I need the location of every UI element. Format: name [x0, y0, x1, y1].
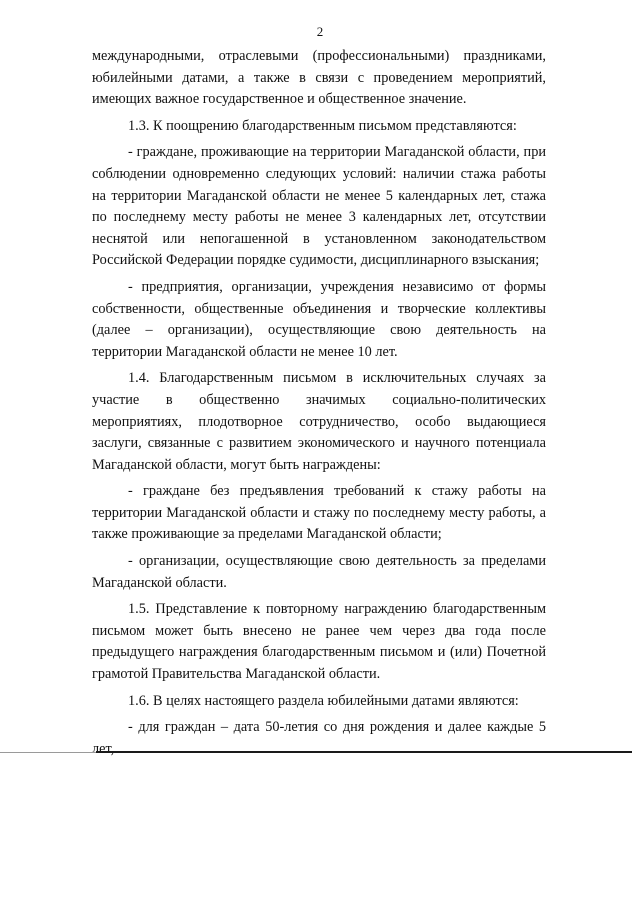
paragraph-continuation: международными, отраслевыми (профессиональными) праздниками, юбилейными датами, а также в связи с проведением мероприятий, имеющих важное государственное и общественное значение. [92, 48, 546, 108]
page-bottom-rule [96, 751, 632, 753]
page-number: 2 [316, 24, 324, 39]
document-body [92, 46, 546, 760]
paragraph-1-4-organizations: - организации, осуществляющие свою деятельность за пределами Магаданской области. [92, 553, 546, 591]
paragraph-1-3-organizations: - предприятия, организации, учреждения независимо от формы собственности, общественные объединения и творческие коллективы (далее – организации), осуществляющие свою деятельность на территории Магаданской области не менее 10 лет. [92, 278, 546, 360]
paragraph-1-6-citizens: - для граждан – дата 50-летия со дня рождения и далее каждые 5 лет, [92, 719, 546, 757]
paragraph-1-6: 1.6. В целях настоящего раздела юбилейными датами являются: [128, 692, 519, 709]
paragraph-1-4-citizens: - граждане без предъявления требований к стажу работы на территории Магаданской области и стажу по последнему месту работы, а также проживающие за пределами Магаданской области; [92, 483, 546, 543]
page-edge-line [0, 752, 96, 753]
paragraph-1-3: 1.3. К поощрению благодарственным письмом представляются: [128, 117, 517, 134]
paragraph-1-4: 1.4. Благодарственным письмом в исключительных случаях за участие в общественно значимых социально-политических мероприятиях, плодотворное сотрудничество, особо выдающиеся заслуги, связанные с развитием экономического и научного потенциала Магаданской области, могут быть награждены: [92, 370, 546, 473]
paragraph-1-3-citizens: - граждане, проживающие на территории Магаданской области, при соблюдении одновременно следующих условий: наличии стажа работы на территории Магаданской области не менее 5 календарных лет, стажа по последнему месту работы не менее 3 календарных лет, отсутствии неснятой или непогашенной в установленном законодательством Российской Федерации порядке судимости, дисциплинарного взыскания; [92, 144, 546, 269]
paragraph-1-5: 1.5. Представление к повторному награждению благодарственным письмом может быть внесено не ранее чем через два года после предыдущего награждения благодарственным письмом и (или) Почетной грамотой Правительства Магаданской области. [92, 601, 546, 683]
